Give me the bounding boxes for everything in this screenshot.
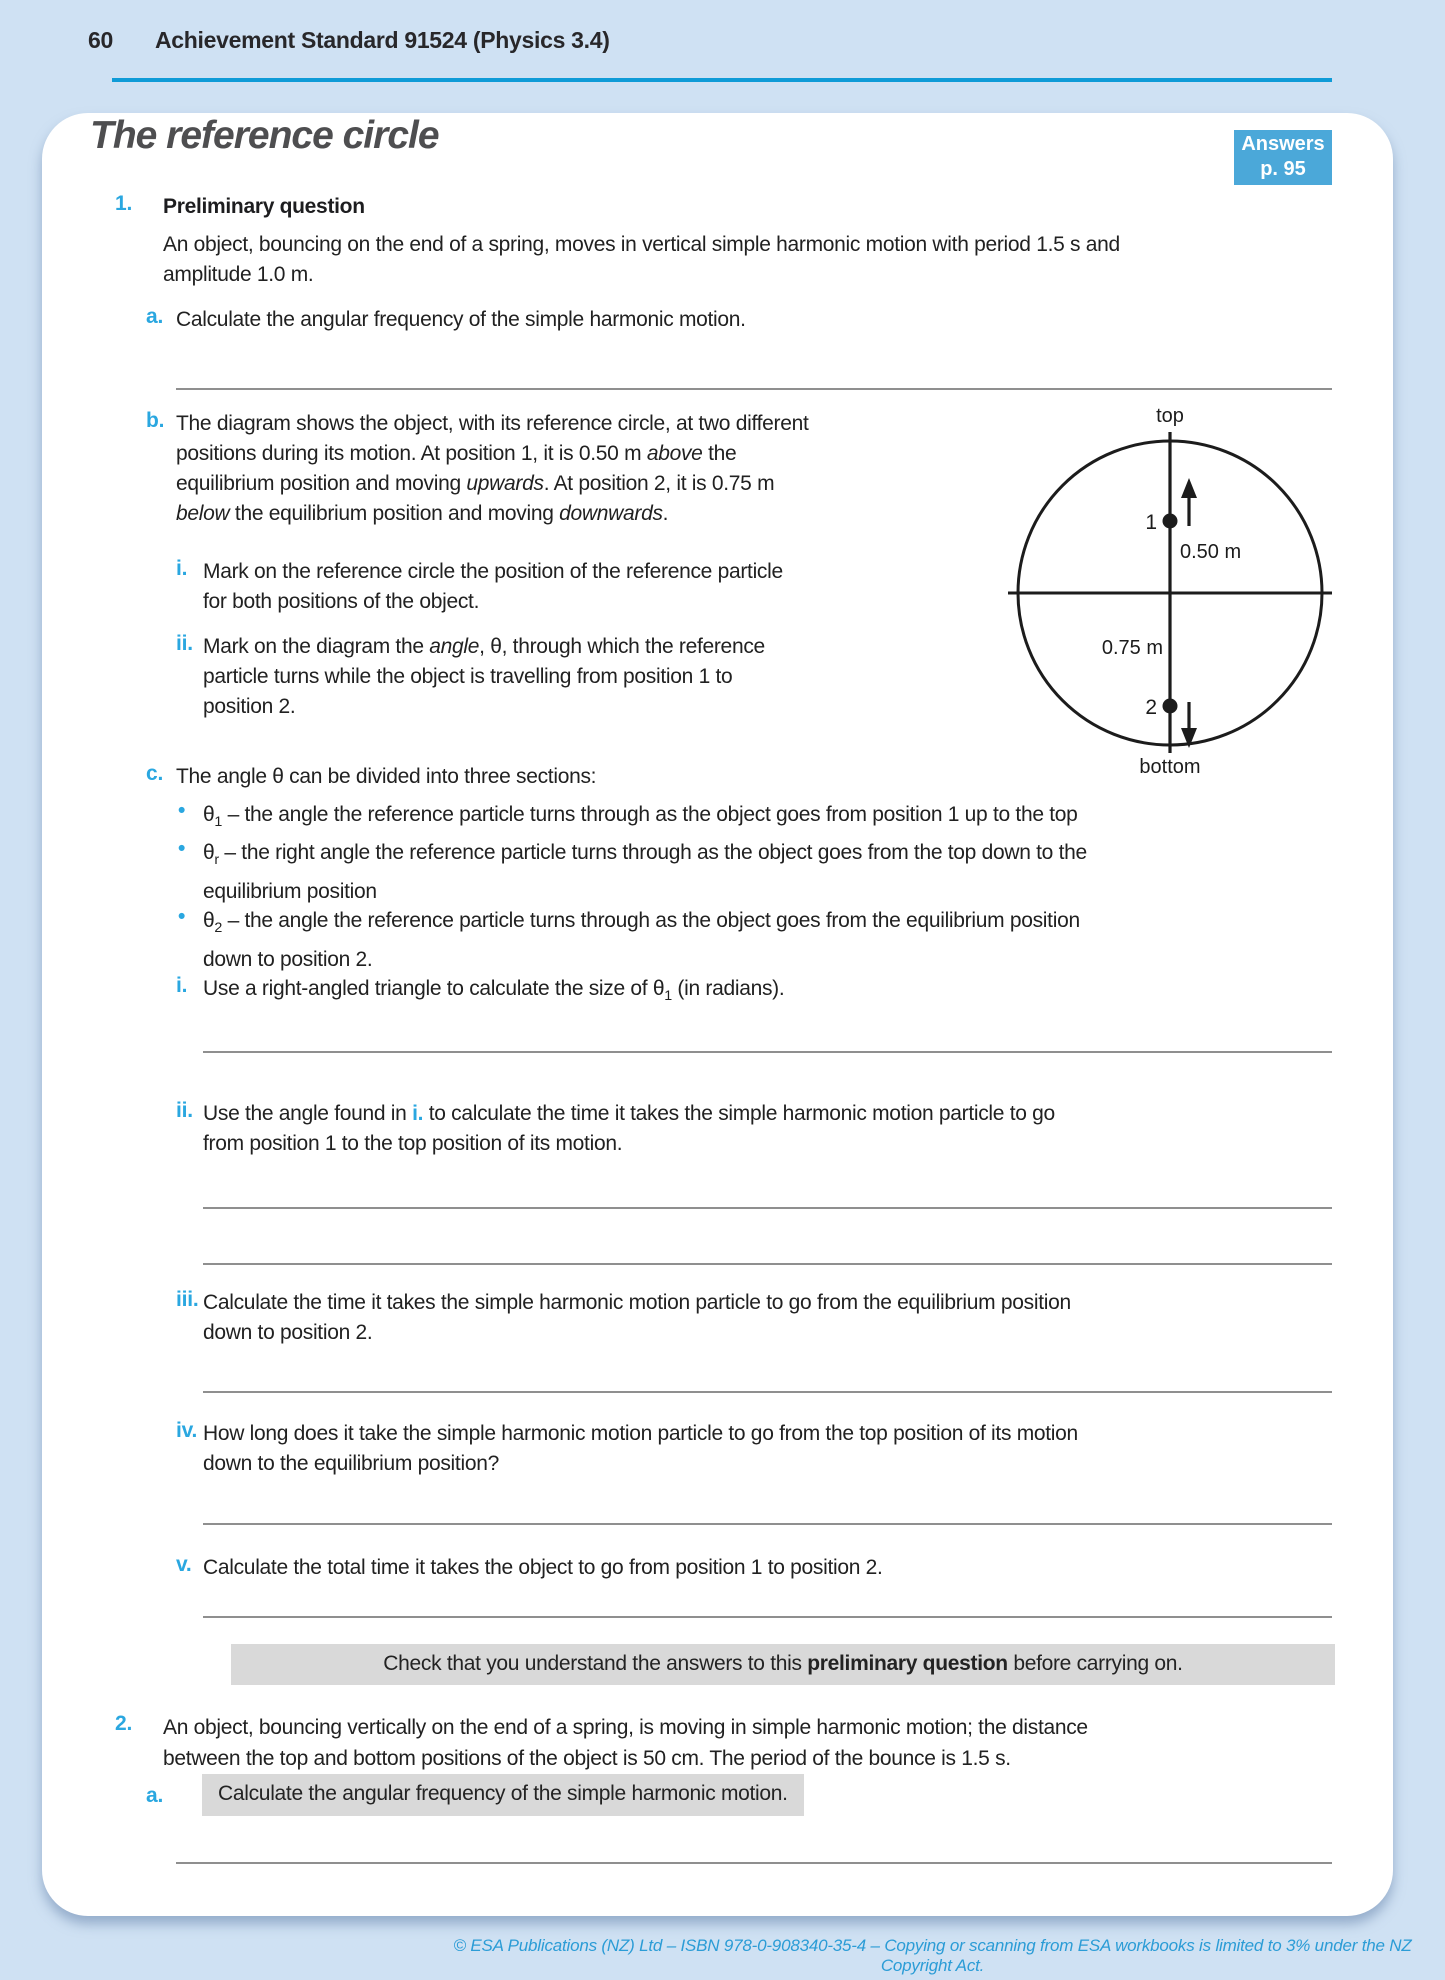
q1b-ii-text: Mark on the diagram the angle, θ, through which the reference particle turns while the object is travelling from position 1 to position 2. <box>203 635 765 718</box>
q2-text: An object, bouncing vertically on the end of a spring, is moving in simple harmonic motion; the distance between the top and bottom positions of the object is 50 cm. The period of the bounce is 1.5 s. <box>163 1716 1088 1770</box>
q1a-label: a. <box>146 305 164 328</box>
position-2-dot <box>1163 699 1178 714</box>
q1c-iv-text: How long does it take the simple harmonic motion particle to go from the top position of its motion down to the equilibrium position? <box>203 1422 1078 1475</box>
q1a-text: Calculate the angular frequency of the simple harmonic motion. <box>176 308 746 331</box>
answer-line-q1a <box>176 388 1332 390</box>
q1-intro: An object, bouncing on the end of a spring, moves in vertical simple harmonic motion with period 1.5 s and amplitude 1.0 m. <box>163 233 1120 286</box>
diagram-top-label: top <box>1156 405 1184 427</box>
q1-heading: Preliminary question <box>163 195 365 218</box>
answers-badge <box>1234 130 1332 185</box>
q1c-iii-text: Calculate the time it takes the simple harmonic motion particle to go from the equilibrium position down to position 2. <box>203 1291 1071 1344</box>
diagram-bottom-label: bottom <box>1139 756 1201 778</box>
bullet-icon: • <box>178 905 186 928</box>
q1c-i-label: i. <box>176 974 188 997</box>
check-note: Check that you understand the answers to this preliminary question before carrying on. <box>231 1644 1335 1685</box>
distance-below-label: 0.75 m <box>1101 637 1163 659</box>
bullet-icon: • <box>178 799 186 822</box>
q1c-label: c. <box>146 762 164 785</box>
q2-number: 2. <box>115 1712 133 1735</box>
answer-line-q1c-ii-2 <box>203 1263 1332 1265</box>
header-title: Achievement Standard 91524 (Physics 3.4) <box>155 27 610 53</box>
q1b-i-label: i. <box>176 557 188 580</box>
position-1-label: 1 <box>1145 511 1157 534</box>
position-2-label: 2 <box>1145 696 1157 719</box>
q1b-i-text: Mark on the reference circle the position of the reference particle for both positions of the object. <box>203 560 783 613</box>
q1b-label: b. <box>146 409 165 432</box>
up-arrow-head <box>1181 478 1197 498</box>
page-number: 60 <box>88 27 113 53</box>
answer-line-q2a <box>176 1862 1332 1864</box>
bullet-theta1-text: $\theta_1$ – the angle the reference particle turns through as the object goes from position 1 up to the top <box>203 803 1078 831</box>
answer-line-q1c-iii <box>203 1391 1332 1393</box>
q1c-iv-label: iv. <box>176 1419 198 1442</box>
distance-above-label: 0.50 m <box>1180 541 1242 563</box>
answer-line-q1c-v <box>203 1616 1332 1618</box>
header-rule <box>112 78 1332 82</box>
answers-badge-line1: Answers <box>1241 133 1325 155</box>
page-footer: © ESA Publications (NZ) Ltd – ISBN 978-0-908340-35-4 – Copying or scanning from ESA workbooks is limited to 3% under the NZ Copyright Act. <box>453 1936 1412 1975</box>
q1-number: 1. <box>115 192 133 215</box>
q1c-i-text: Use a right-angled triangle to calculate the size of $\theta_1$ (in radians). <box>203 977 785 1005</box>
q2a-label: a. <box>146 1784 164 1807</box>
answer-line-q1c-i <box>203 1051 1332 1053</box>
q2a-text: Calculate the angular frequency of the simple harmonic motion. <box>202 1774 804 1816</box>
q1b-ii-label: ii. <box>176 632 193 655</box>
reference-circle-diagram <box>990 395 1365 795</box>
q1c-text: The angle θ can be divided into three sections: <box>176 765 597 788</box>
answer-line-q1c-iv <box>203 1523 1332 1525</box>
q1c-iii-label: iii. <box>176 1288 199 1311</box>
q1c-ii-text: Use the angle found in i. to calculate the time it takes the simple harmonic motion particle to go from position 1 to the top position of its motion. <box>203 1102 1055 1155</box>
answers-badge-line2: p. 95 <box>1260 158 1306 180</box>
q1b-text: The diagram shows the object, with its reference circle, at two different positions during its motion. At position 1, it is 0.50 m above the equilibrium position and moving upwards. At position 2, it is 0.75 m below the equilibrium position and moving downwards. <box>176 412 809 525</box>
q1c-ii-label: ii. <box>176 1099 193 1122</box>
bullet-icon: • <box>178 837 186 860</box>
bullet-theta2-text: $\theta_2$ – the angle the reference particle turns through as the object goes from the equilibrium position down to position 2. <box>203 909 1080 972</box>
position-1-dot <box>1163 514 1178 529</box>
q1c-v-label: v. <box>176 1553 192 1576</box>
q1c-v-text: Calculate the total time it takes the object to go from position 1 to position 2. <box>203 1556 883 1579</box>
bullet-thetar-text: $\theta_r$ – the right angle the reference particle turns through as the object goes from the top down to the equilibrium position <box>203 841 1087 904</box>
answer-line-q1c-ii-1 <box>203 1207 1332 1209</box>
worksheet-title: The reference circle <box>90 114 439 157</box>
